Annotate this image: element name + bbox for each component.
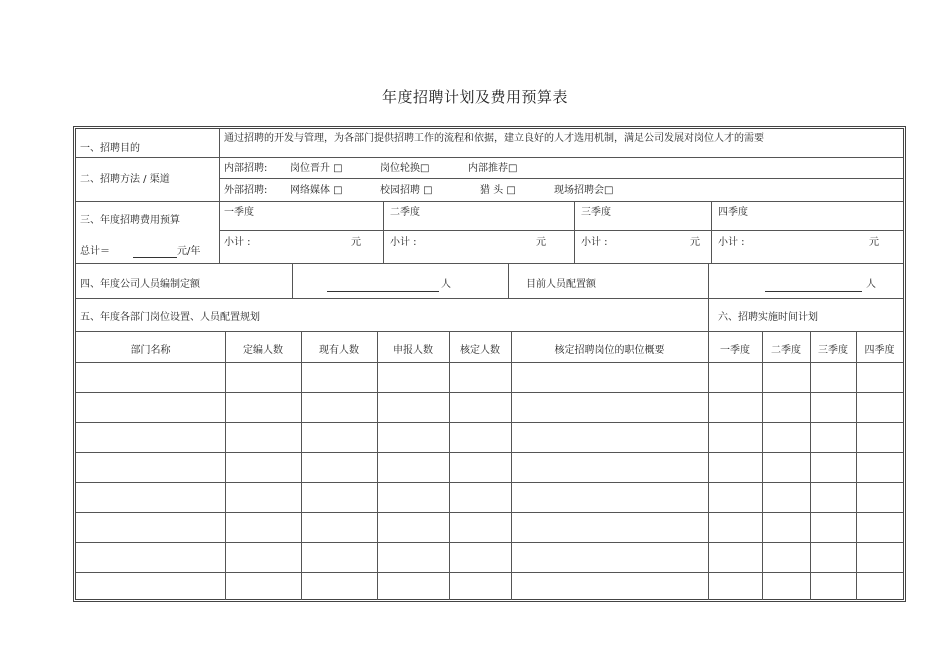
col-divider [574,201,575,263]
section6-label: 六、招聘实施时间计划 [718,312,818,323]
row-divider [219,230,903,231]
section1-text: 通过招聘的开发与管理，为各部门提供招聘工作的流程和依据，建立良好的人才选用机制，满足公司发展对岗位人才的需要 [224,133,764,144]
col-current: 现有人数 [319,345,359,356]
subtotal-unit: 元 [869,237,879,248]
section4-label: 四、年度公司人员编制定额 [80,279,200,290]
row-divider [76,362,903,363]
col-divider [708,263,709,298]
row-divider [219,178,903,179]
total-blank[interactable] [133,257,177,258]
row-divider [76,298,903,299]
section1-label: 一、招聘目的 [80,143,140,154]
option-headhunter[interactable]: 猎 头 □ [480,185,516,196]
col-approved: 核定人数 [460,345,500,356]
col-q4: 四季度 [864,345,895,356]
total-label: 总计＝ [80,246,110,257]
current-staff-unit: 人 [866,279,876,290]
current-staff-blank[interactable] [765,291,862,292]
row-divider [76,572,903,573]
row-divider [76,452,903,453]
subtotal-unit: 元 [690,237,700,248]
col-divider [508,263,509,298]
subtotal-label: 小计 : [224,237,251,248]
row-divider [76,482,903,483]
headcount-blank[interactable] [327,291,439,292]
col-dept-name: 部门名称 [130,345,171,356]
recruitment-plan-form [73,126,906,602]
row-divider [76,157,903,158]
col-divider [301,331,302,600]
option-rotation[interactable]: 岗位轮换□ [380,163,430,174]
col-divider [219,129,220,263]
subtotal-unit: 元 [536,237,546,248]
internal-recruit-label: 内部招聘: [224,163,268,174]
subtotal-unit: 元 [351,237,361,248]
col-divider [377,331,378,600]
total-unit: 元/年 [177,246,201,257]
col-q1: 一季度 [720,345,750,356]
row-divider [76,201,903,202]
option-campus[interactable]: 校园招聘 □ [380,185,433,196]
col-q3: 三季度 [818,345,848,356]
quarter1-header: 一季度 [224,207,254,218]
headcount-unit: 人 [441,279,451,290]
subtotal-label: 小计 : [581,237,608,248]
external-recruit-label: 外部招聘: [224,185,268,196]
col-divider [511,331,512,600]
col-divider [383,201,384,263]
row-divider [76,542,903,543]
col-divider [449,331,450,600]
section3-label: 三、年度招聘费用预算 [80,215,180,226]
row-divider [76,331,903,332]
subtotal-label: 小计 : [718,237,745,248]
option-promotion[interactable]: 岗位晋升 □ [290,163,343,174]
option-job-fair[interactable]: 现场招聘会□ [554,185,614,196]
col-quota: 定编人数 [243,345,283,356]
row-divider [76,422,903,423]
col-requested: 申报人数 [393,345,433,356]
col-divider [708,298,709,600]
col-divider [292,263,293,298]
col-divider [856,331,857,600]
current-staff-label: 目前人员配置额 [526,279,596,290]
col-divider [810,331,811,600]
section2-label: 二、招聘方法 / 渠道 [80,174,170,185]
page-title: 年度招聘计划及费用预算表 [381,88,568,106]
col-divider [711,201,712,263]
option-online-media[interactable]: 网络媒体 □ [290,185,343,196]
option-referral[interactable]: 内部推荐□ [468,163,518,174]
quarter4-header: 四季度 [718,207,748,218]
col-divider [225,331,226,600]
col-q2: 二季度 [771,345,801,356]
row-divider [76,263,903,264]
section5-label: 五、年度各部门岗位设置、人员配置规划 [80,312,260,323]
subtotal-label: 小计 : [390,237,417,248]
row-divider [76,392,903,393]
col-divider [762,331,763,600]
col-position-summary: 核定招聘岗位的职位概要 [554,345,665,356]
quarter2-header: 二季度 [390,207,420,218]
row-divider [76,512,903,513]
quarter3-header: 三季度 [581,207,611,218]
